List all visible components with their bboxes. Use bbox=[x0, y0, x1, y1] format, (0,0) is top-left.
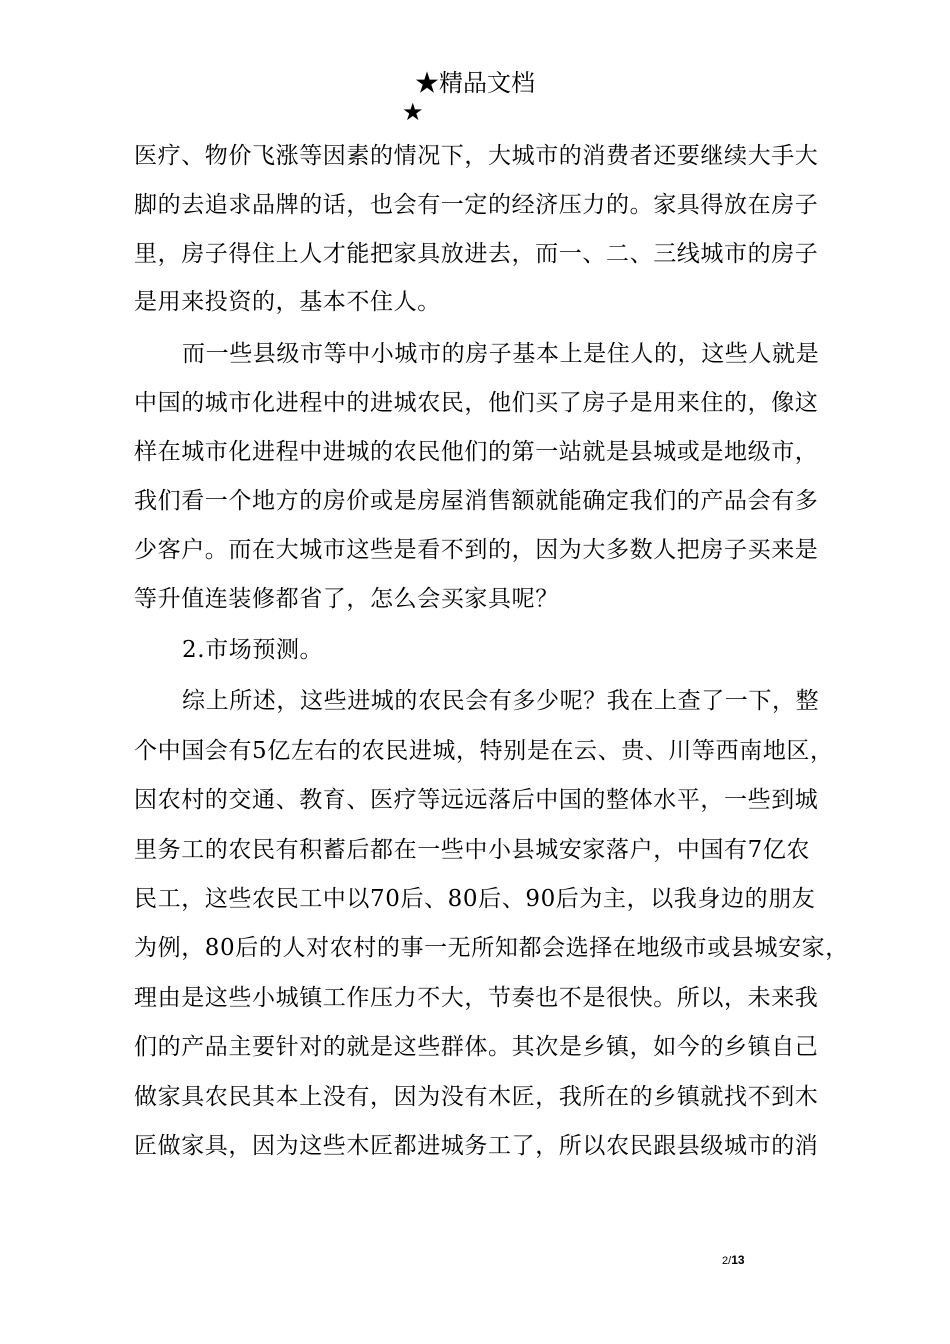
text-line: 个中国会有5亿左右的农民进城，特别是在云、贵、川等西南地区， bbox=[134, 738, 834, 764]
text-line: 因农村的交通、教育、医疗等远远落后中国的整体水平，一些到城 bbox=[134, 787, 819, 813]
text-line: 匠做家具，因为这些木匠都进城务工了，所以农民跟县级城市的消 bbox=[134, 1133, 819, 1159]
page-total: 13 bbox=[731, 1253, 745, 1267]
text-line: 民工，这些农民工中以70后、80后、90后为主，以我身边的朋友 bbox=[134, 886, 816, 912]
text-line: 中国的城市化进程中的进城农民，他们买了房子是用来住的，像这 bbox=[134, 390, 819, 416]
text-line: 医疗、物价飞涨等因素的情况下，大城市的消费者还要继续大手大 bbox=[134, 143, 819, 169]
text-line: 我们看一个地方的房价或是房屋消售额就能确定我们的产品会有多 bbox=[134, 488, 819, 514]
page-header bbox=[0, 66, 950, 100]
text-line: 们的产品主要针对的就是这些群体。其次是乡镇，如今的乡镇自己 bbox=[134, 1034, 819, 1060]
page-current: 2/ bbox=[722, 1255, 732, 1267]
text-line: 做家具农民其本上没有，因为没有木匠，我所在的乡镇就找不到木 bbox=[134, 1084, 819, 1110]
section-heading: 2.市场预测。 bbox=[182, 637, 324, 663]
text-line: 里务工的农民有积蓄后都在一些中小县城安家落户，中国有7亿农 bbox=[134, 837, 811, 863]
header-title: 精品文档 bbox=[439, 69, 535, 97]
page-number bbox=[722, 1253, 745, 1268]
text-line: 里，房子得住上人才能把家具放进去，而一、二、三线城市的房子 bbox=[134, 241, 819, 267]
text-line: 是用来投资的，基本不住人。 bbox=[134, 289, 441, 315]
text-line: 等升值连装修都省了，怎么会买家具呢？ bbox=[134, 586, 559, 612]
star-icon: ★ bbox=[402, 98, 424, 126]
text-line: 少客户。而在大城市这些是看不到的，因为大多数人把房子买来是 bbox=[134, 537, 819, 563]
text-line: 样在城市化进程中进城的农民他们的第一站就是县城或是地级市， bbox=[134, 439, 819, 465]
text-line: 脚的去追求品牌的话，也会有一定的经济压力的。家具得放在房子 bbox=[134, 192, 819, 218]
text-line: 而一些县级市等中小城市的房子基本上是住人的，这些人就是 bbox=[182, 341, 820, 367]
text-line: 综上所述，这些进城的农民会有多少呢？我在上查了一下，整 bbox=[182, 688, 820, 714]
text-line: 理由是这些小城镇工作压力不大，节奏也不是很快。所以，未来我 bbox=[134, 985, 819, 1011]
star-icon: ★ bbox=[415, 69, 439, 97]
text-line: 为例，80后的人对农村的事一无所知都会选择在地级市或县城安家， bbox=[134, 935, 849, 961]
